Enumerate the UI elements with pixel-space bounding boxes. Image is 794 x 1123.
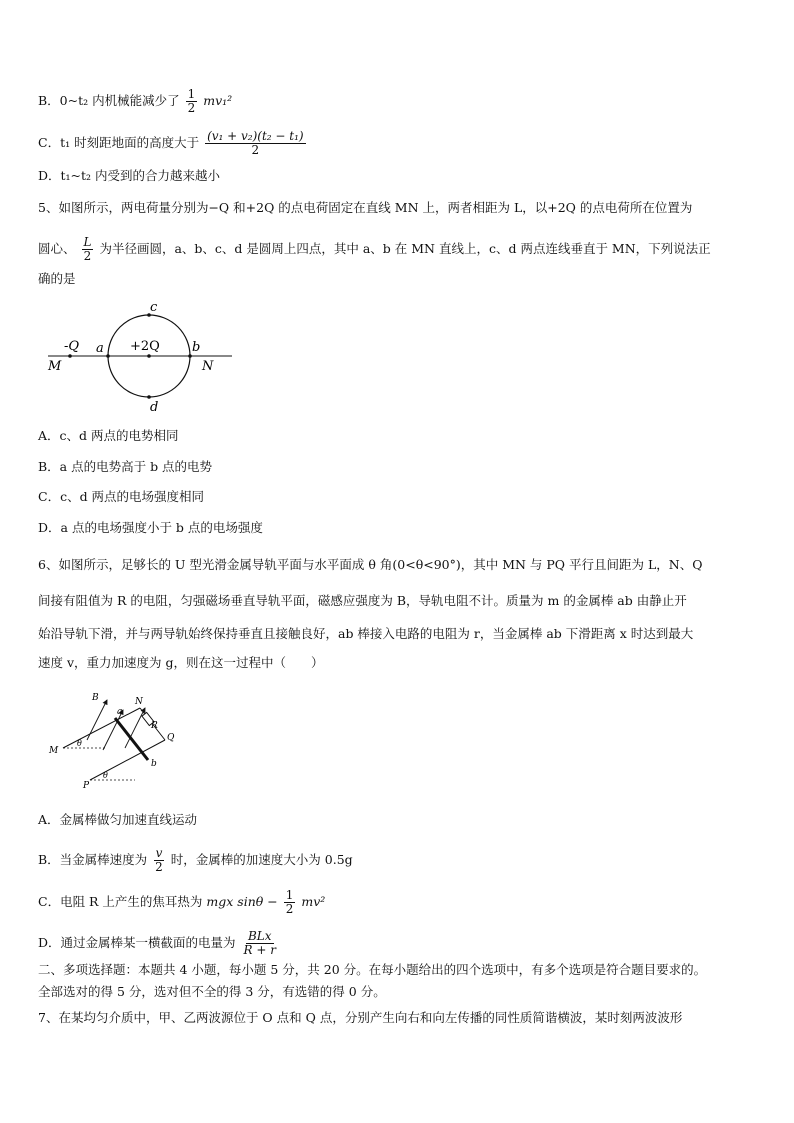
label-r: R — [151, 721, 158, 731]
q4-option-b: B．0~t₂ 内机械能减少了 $\frac{1}{2}$ mv₁² — [38, 87, 233, 115]
q7-stem-line1: 7、在某均匀介质中，甲、乙两波源位于 O 点和 Q 点，分别产生向右和向左传播的同性质简谐横波，某时刻两波波形 — [38, 1010, 683, 1025]
q6-stem-line4: 速度 v，重力加速度为 g，则在这一过程中（ ） — [38, 655, 324, 670]
label-p: P — [83, 781, 90, 791]
q5-stem-line3: 确的是 — [38, 271, 76, 286]
q5-option-b: B．a 点的电势高于 b 点的电势 — [38, 459, 213, 474]
label-plus-2q: +2Q — [130, 339, 160, 354]
section2-header-line1: 二、多项选择题：本题共 4 小题，每小题 5 分，共 20 分。在每小题给出的四个选项中，有多个选项是符合题目要求的。 — [38, 962, 707, 977]
q5-circle-diagram — [40, 298, 240, 416]
q5-option-a: A．c、d 两点的电势相同 — [38, 428, 179, 443]
label-q: Q — [167, 733, 175, 743]
point-a-dot — [106, 354, 110, 358]
label-theta-1: θ — [77, 739, 82, 748]
rod-ab — [115, 718, 148, 760]
q6-stem-line2: 间接有阻值为 R 的电阻，匀强磁场垂直导轨平面，磁感应强度为 B，导轨电阻不计。质量为 m 的金属棒 ab 由静止开 — [38, 593, 687, 608]
label-b-field: B — [92, 693, 99, 703]
b-field-arrow-1 — [87, 700, 107, 740]
label-theta-2: θ — [103, 771, 108, 780]
q4-option-c: C．t₁ 时刻距地面的高度大于 $\frac{\text{(v₁ + v₂)(t₂ − t₁)}}{2}$ — [38, 129, 304, 157]
label-m: M — [49, 746, 59, 756]
q4-option-d: D．t₁~t₂ 内受到的合力越来越小 — [38, 168, 221, 183]
label-a: a — [96, 341, 104, 356]
q5-option-d: D．a 点的电场强度小于 b 点的电场强度 — [38, 520, 263, 535]
label-minus-q: -Q — [64, 339, 80, 354]
q6-option-c: C．电阻 R 上产生的焦耳热为 mgx sinθ − $\frac{1}{2}$ mv² — [38, 888, 326, 916]
label-a: a — [117, 707, 123, 717]
q6-option-b: B．当金属棒速度为 $\frac{v}{2}$ 时，金属棒的加速度大小为 0.5g — [38, 846, 353, 874]
q6-rail-diagram — [45, 688, 185, 798]
q5-stem-line1: 5、如图所示，两电荷量分别为−Q 和+2Q 的点电荷固定在直线 MN 上，两者相距为 L，以+2Q 的点电荷所在位置为 — [38, 200, 693, 215]
q6-stem-line1: 6、如图所示，足够长的 U 型光滑金属导轨平面与水平面成 θ 角(0<θ<90°)，其中 MN 与 PQ 平行且间距为 L，N、Q — [38, 557, 703, 572]
fraction: $\frac{\text{(v₁ + v₂)(t₂ − t₁)}}{2}$ — [207, 129, 304, 157]
label-m: M — [48, 359, 62, 374]
label-b-end: b — [151, 759, 157, 769]
q6-option-d: D．通过金属棒某一横截面的电量为 $\frac{\text{BLx}}{R + r}$ — [38, 929, 276, 957]
q6-option-a: A．金属棒做匀加速直线运动 — [38, 812, 198, 827]
fraction: $\frac{1}{2}$ — [285, 888, 294, 916]
q5-stem-line2: 圆心、 $\frac{L}{2}$ 为半径画圆，a、b、c、d 是圆周上四点，其中 a、b 在 MN 直线上，c、d 两点连线垂直于 MN，下列说法正 — [38, 235, 711, 263]
fraction: $\frac{L}{2}$ — [83, 235, 92, 263]
label-c: c — [150, 300, 158, 315]
label-n: N — [135, 697, 143, 707]
label-b: b — [192, 340, 201, 355]
q5-option-c: C．c、d 两点的电场强度相同 — [38, 489, 205, 504]
point-d-dot — [147, 395, 151, 399]
fraction: $\frac{v}{2}$ — [155, 846, 163, 874]
fraction: $\frac{\text{BLx}}{R + r}$ — [243, 929, 276, 957]
q6-stem-line3: 始沿导轨下滑，并与两导轨始终保持垂直且接触良好，ab 棒接入电路的电阻为 r，当金属棒 ab 下滑距离 x 时达到最大 — [38, 626, 694, 641]
section2-header-line2: 全部选对的得 5 分，选对但不全的得 3 分，有选错的得 0 分。 — [38, 984, 386, 999]
label-n: N — [202, 359, 214, 374]
charge-minus-q-dot — [68, 354, 72, 358]
label-d: d — [150, 400, 159, 415]
charge-plus-2q-dot — [147, 354, 151, 358]
fraction: $\frac{1}{2}$ — [187, 87, 196, 115]
